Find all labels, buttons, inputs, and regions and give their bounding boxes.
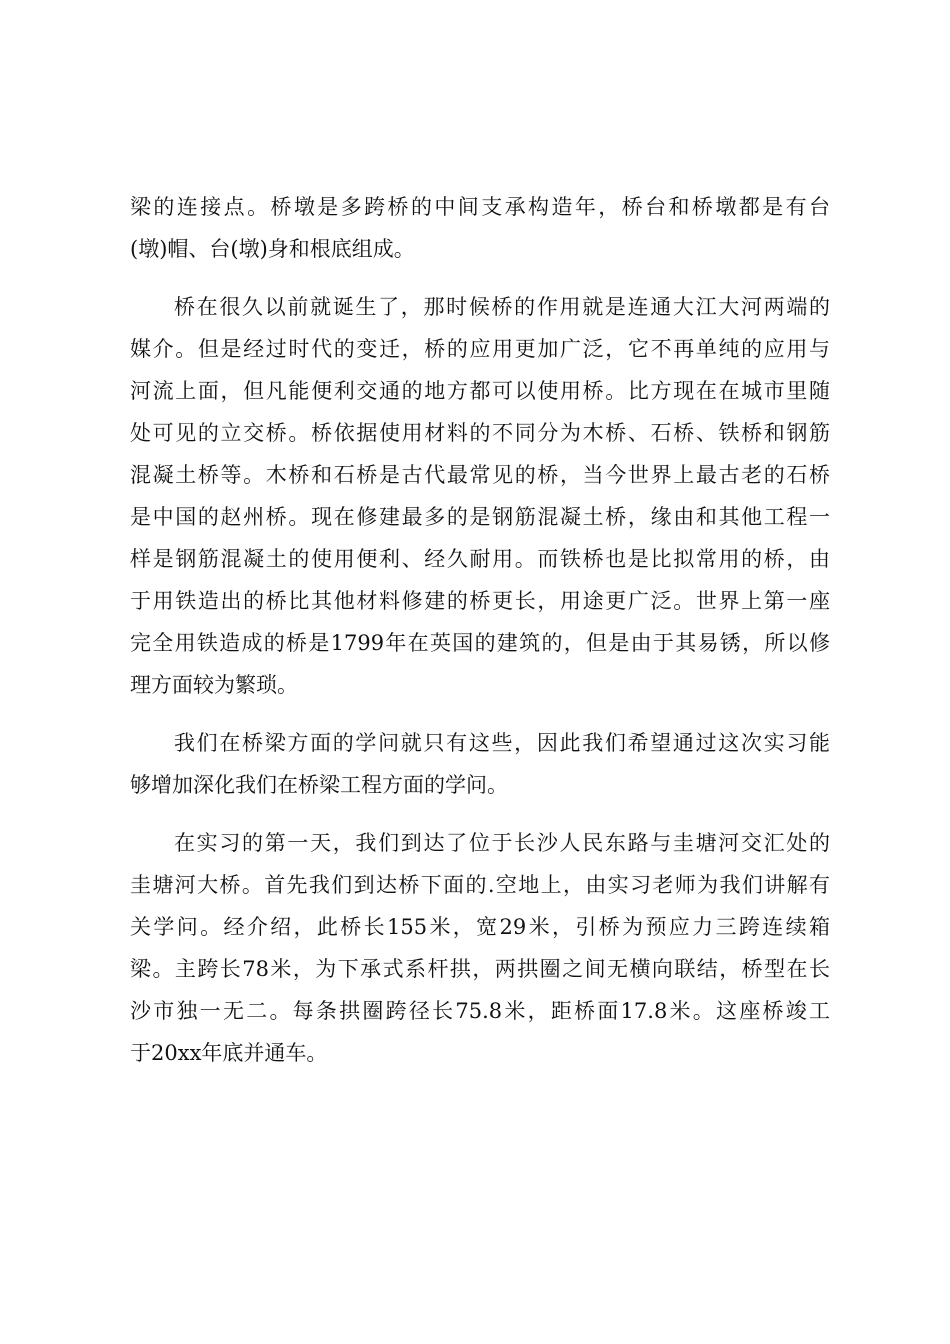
text-line: 沙市独一无二。每条拱圈跨径长75.8米，距桥面17.8米。这座桥竣工 [130, 999, 830, 1023]
text-line: (墩)帽、台(墩)身和根底组成。 [130, 237, 415, 261]
text-line: 圭塘河大桥。首先我们到达桥下面的.空地上，由实习老师为我们讲解有 [130, 873, 830, 897]
text-line: 于20xx年底并通车。 [130, 1041, 328, 1065]
paragraph-4 [130, 822, 830, 1074]
text-line: 在实习的第一天，我们到达了位于长沙人民东路与圭塘河交汇处的 [174, 831, 830, 855]
text-line: 桥在很久以前就诞生了，那时候桥的作用就是连通大江大河两端的 [174, 295, 830, 319]
text-line: 处可见的立交桥。桥依据使用材料的不同分为木桥、石桥、铁桥和钢筋 [130, 421, 830, 445]
text-line: 河流上面，但凡能便利交通的地方都可以使用桥。比方现在在城市里随 [130, 379, 830, 403]
text-line: 够增加深化我们在桥梁工程方面的学问。 [130, 773, 508, 797]
paragraph-1 [130, 186, 830, 270]
paragraph-2 [130, 286, 830, 706]
paragraph-3 [130, 722, 830, 806]
text-line: 媒介。但是经过时代的变迁，桥的应用更加广泛，它不再单纯的应用与 [130, 337, 830, 361]
text-line: 理方面较为繁琐。 [130, 673, 298, 697]
text-line: 我们在桥梁方面的学问就只有这些，因此我们希望通过这次实习能 [174, 731, 830, 755]
text-line: 是中国的赵州桥。现在修建最多的是钢筋混凝土桥，缘由和其他工程一 [130, 505, 830, 529]
text-line: 梁。主跨长78米，为下承式系杆拱，两拱圈之间无横向联结，桥型在长 [130, 957, 830, 981]
text-line: 样是钢筋混凝土的使用便利、经久耐用。而铁桥也是比拟常用的桥，由 [130, 547, 830, 571]
text-line: 梁的连接点。桥墩是多跨桥的中间支承构造年，桥台和桥墩都是有台 [130, 195, 830, 219]
text-line: 于用铁造出的桥比其他材料修建的桥更长，用途更广泛。世界上第一座 [130, 589, 830, 613]
text-line: 混凝土桥等。木桥和石桥是古代最常见的桥，当今世界上最古老的石桥 [130, 463, 830, 487]
text-line: 完全用铁造成的桥是1799年在英国的建筑的，但是由于其易锈，所以修 [130, 631, 830, 655]
text-line: 关学问。经介绍，此桥长155米，宽29米，引桥为预应力三跨连续箱 [130, 915, 830, 939]
